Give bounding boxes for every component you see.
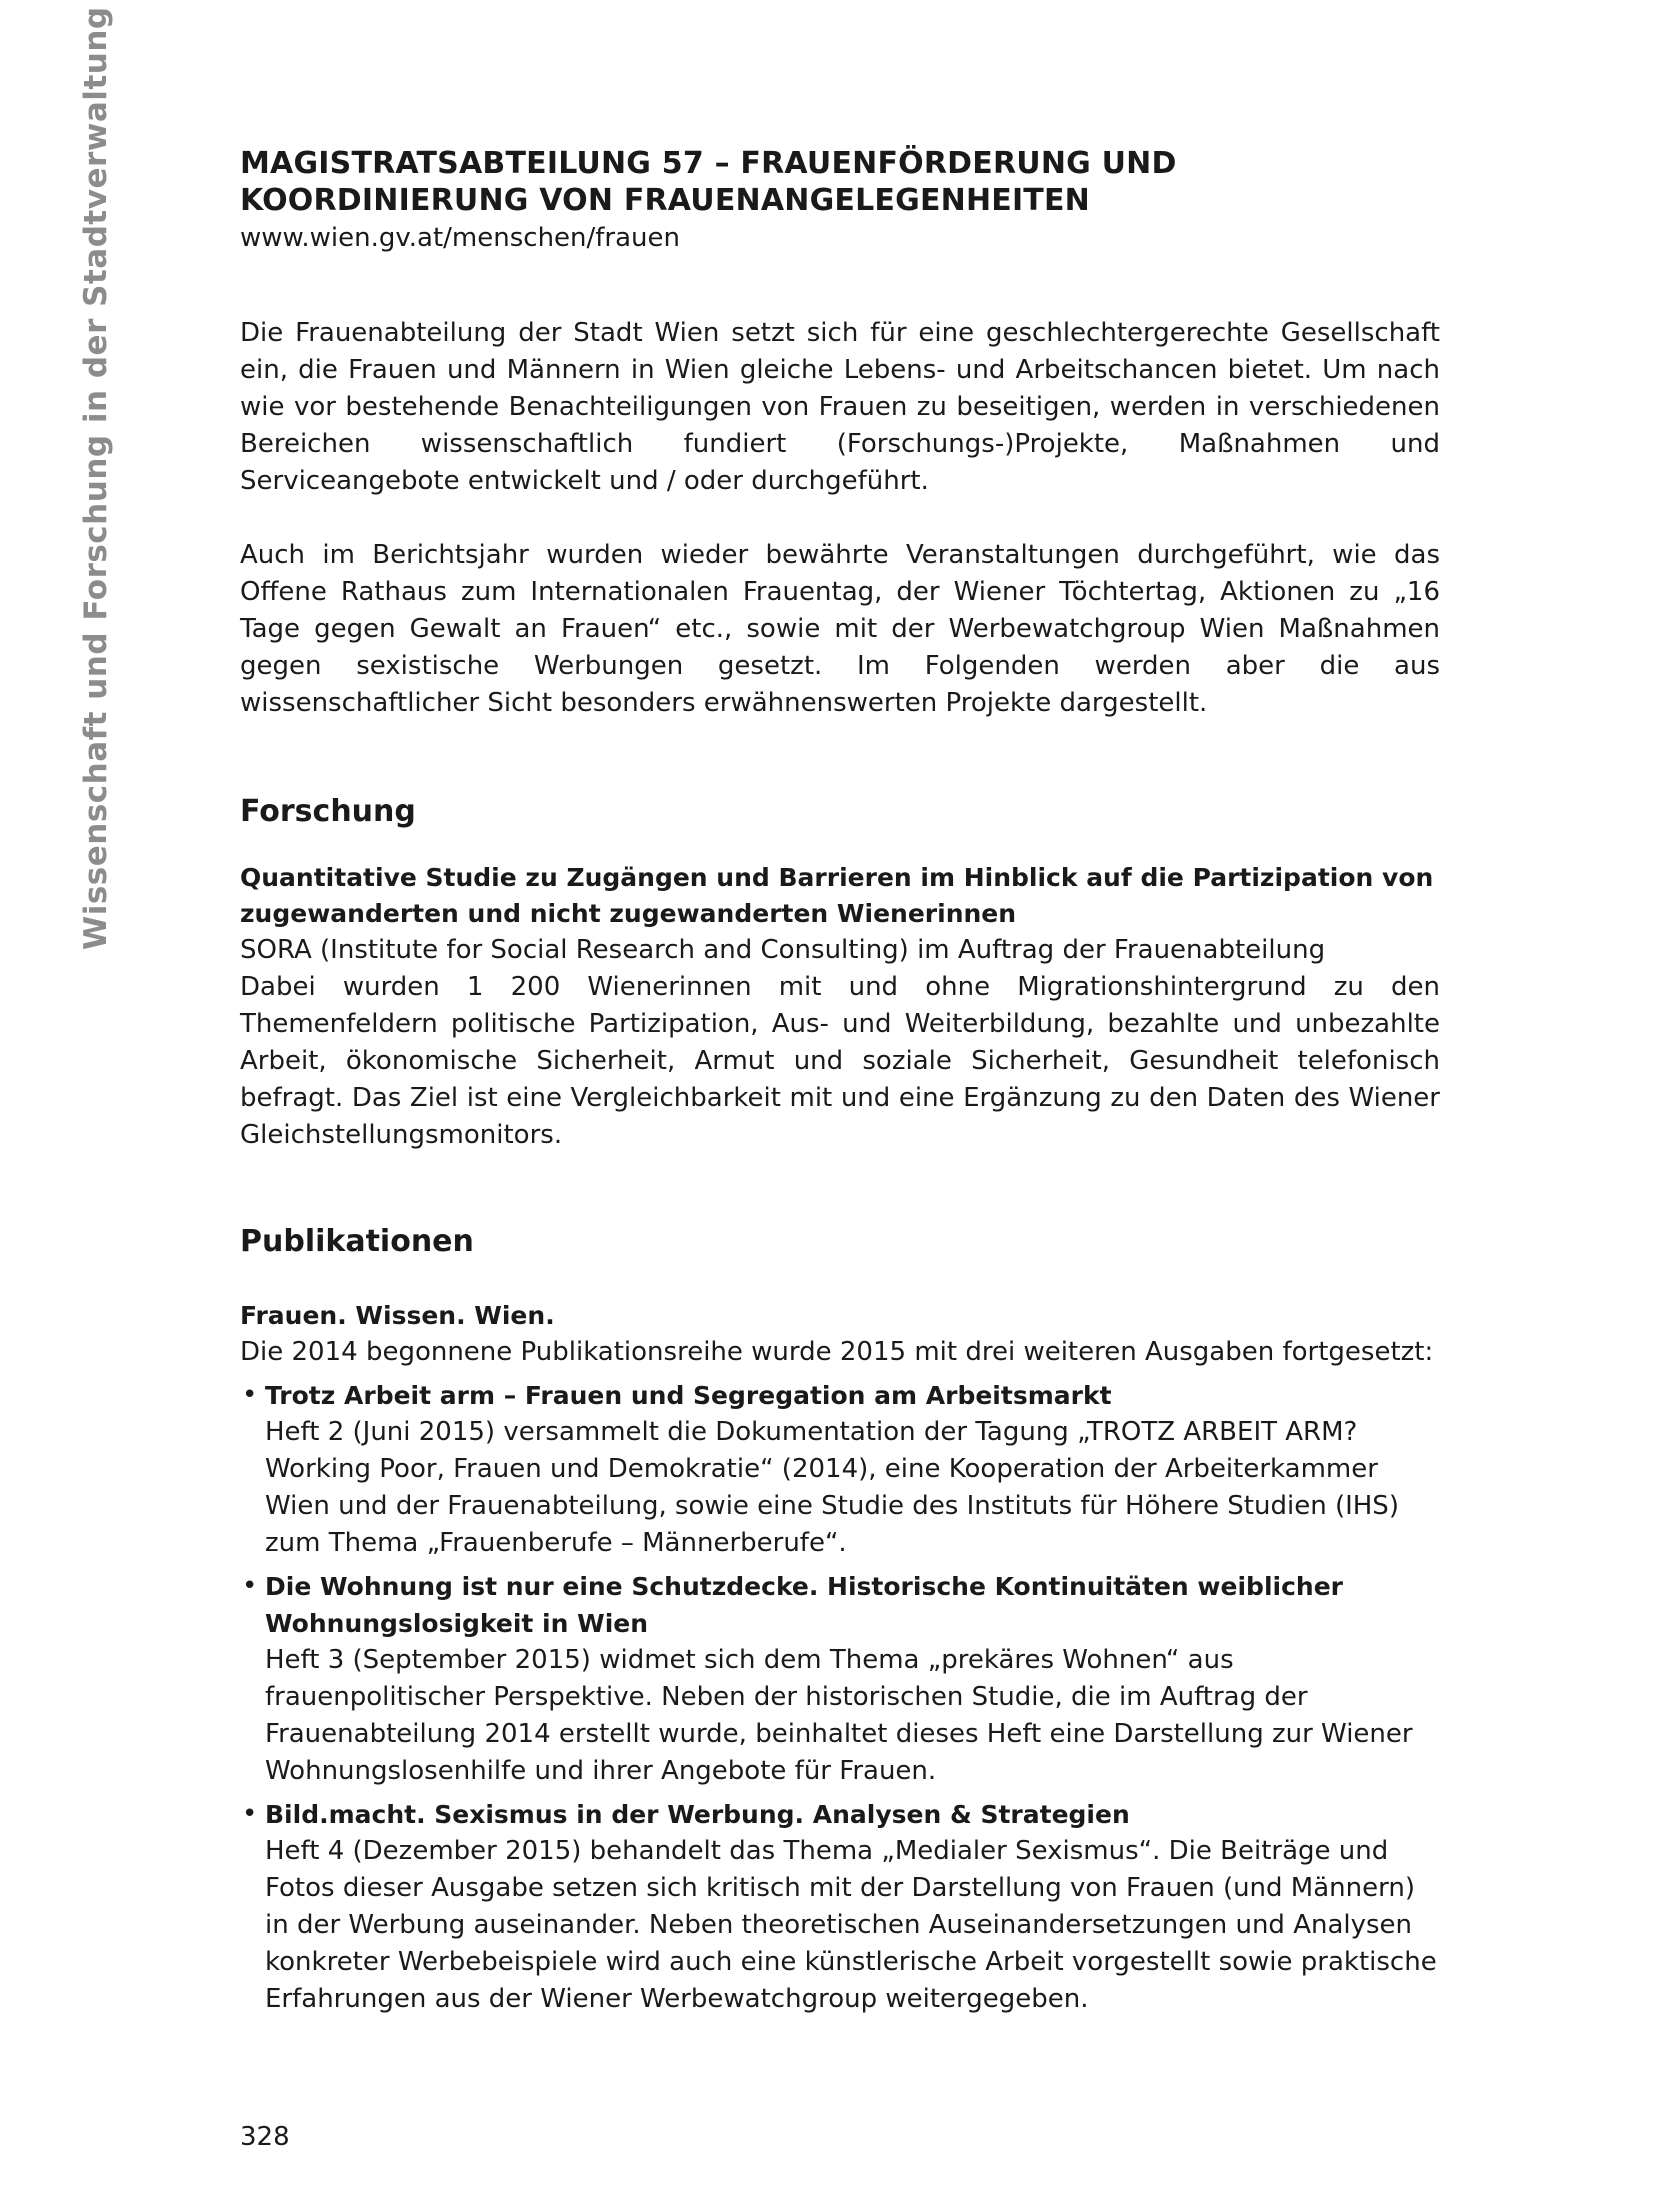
series-title: Frauen. Wissen. Wien.	[240, 1301, 555, 1330]
publication-title: Bild.macht. Sexismus in der Werbung. Analysen & Strategien	[265, 1800, 1130, 1829]
publication-description: Heft 3 (September 2015) widmet sich dem Thema „prekäres Wohnen“ aus frauenpolitischer Perspektive. Neben der historischen Studie, die im Auftrag der Frauenabteilung 2014 erstellt wurde, beinhaltet dieses Heft eine Darstellung zur Wiener Wohnungslosenhilfe und ihrer Angebote für Frauen.	[265, 1645, 1413, 1786]
publication-list	[240, 1377, 1440, 2018]
page-content	[240, 145, 1440, 2018]
series-description: Die 2014 begonnene Publikationsreihe wurde 2015 mit drei weiteren Ausgaben fortgesetzt:	[240, 1337, 1434, 1367]
forschung-heading: Forschung	[240, 794, 416, 829]
bullet-icon: •	[242, 1380, 258, 1410]
study-description: Dabei wurden 1 200 Wienerinnen mit und ohne Migrationshintergrund zu den Themenfeldern politische Partizipation, Aus- und Weiterbildung, bezahlte und unbezahlte Arbeit, ökonomische Sicherheit, Armut und soziale Sicherheit, Gesundheit telefonisch befragt. Das Ziel ist eine Vergleichbarkeit mit und eine Ergänzung zu den Daten des Wiener Gleichstellungsmonitors.	[240, 972, 1440, 1150]
bullet-icon: •	[242, 1571, 258, 1601]
page-title: MAGISTRATSABTEILUNG 57 – FRAUENFÖRDERUNG UND KOORDINIERUNG VON FRAUENANGELEGENHEITEN	[240, 146, 1177, 218]
list-item	[240, 1796, 1440, 2018]
publication-title: Die Wohnung ist nur eine Schutzdecke. Historische Kontinuitäten weiblicher Wohnungslosigkeit in Wien	[265, 1572, 1343, 1638]
study-organization: SORA (Institute for Social Research and Consulting) im Auftrag der Frauenabteilung	[240, 935, 1326, 965]
publication-title: Trotz Arbeit arm – Frauen und Segregation am Arbeitsmarkt	[265, 1381, 1112, 1410]
page-number: 328	[240, 2122, 290, 2152]
publication-description: Heft 2 (Juni 2015) versammelt die Dokumentation der Tagung „TROTZ ARBEIT ARM? Working Poor, Frauen und Demokratie“ (2014), eine Kooperation der Arbeiterkammer Wien und der Frauenabteilung, sowie eine Studie des Instituts für Höhere Studien (IHS) zum Thema „Frauenberufe – Männerberufe“.	[265, 1417, 1399, 1558]
department-url[interactable]: www.wien.gv.at/menschen/frauen	[240, 223, 681, 253]
intro-paragraph-2: Auch im Berichtsjahr wurden wieder bewährte Veranstaltungen durchgeführt, wie das Offene Rathaus zum Internationalen Frauentag, der Wiener Töchtertag, Aktionen zu „16 Tage gegen Gewalt an Frauen“ etc., sowie mit der Werbewatchgroup Wien Maßnahmen gegen sexistische Werbungen gesetzt. Im Folgenden werden aber die aus wissenschaftlicher Sicht besonders erwähnenswerten Projekte dargestellt.	[240, 540, 1440, 718]
publication-description: Heft 4 (Dezember 2015) behandelt das Thema „Medialer Sexismus“. Die Beiträge und Fotos dieser Ausgabe setzen sich kritisch mit der Darstellung von Frauen (und Männern) in der Werbung auseinander. Neben theoretischen Auseinandersetzungen und Analysen konkreter Werbebeispiele wird auch eine künstlerische Arbeit vorgestellt sowie praktische Erfahrungen aus der Wiener Werbewatchgroup weitergegeben.	[265, 1836, 1437, 2014]
section-side-title: Wissenschaft und Forschung in der Stadtverwaltung	[78, 6, 114, 950]
intro-paragraph-1: Die Frauenabteilung der Stadt Wien setzt sich für eine geschlechtergerechte Gesellschaft ein, die Frauen und Männern in Wien gleiche Lebens- und Arbeitschancen bietet. Um nach wie vor bestehende Benachteiligungen von Frauen zu beseitigen, werden in verschiedenen Bereichen wissenschaftlich fundiert (Forschungs-)Projekte, Maßnahmen und Serviceangebote entwickelt und / oder durchgeführt.	[240, 318, 1440, 496]
study-title: Quantitative Studie zu Zugängen und Barrieren im Hinblick auf die Partizipation von zugewanderten und nicht zugewanderten Wienerinnen	[240, 863, 1434, 928]
publikationen-heading: Publikationen	[240, 1224, 474, 1259]
bullet-icon: •	[242, 1799, 258, 1829]
list-item	[240, 1377, 1440, 1562]
list-item	[240, 1568, 1440, 1790]
